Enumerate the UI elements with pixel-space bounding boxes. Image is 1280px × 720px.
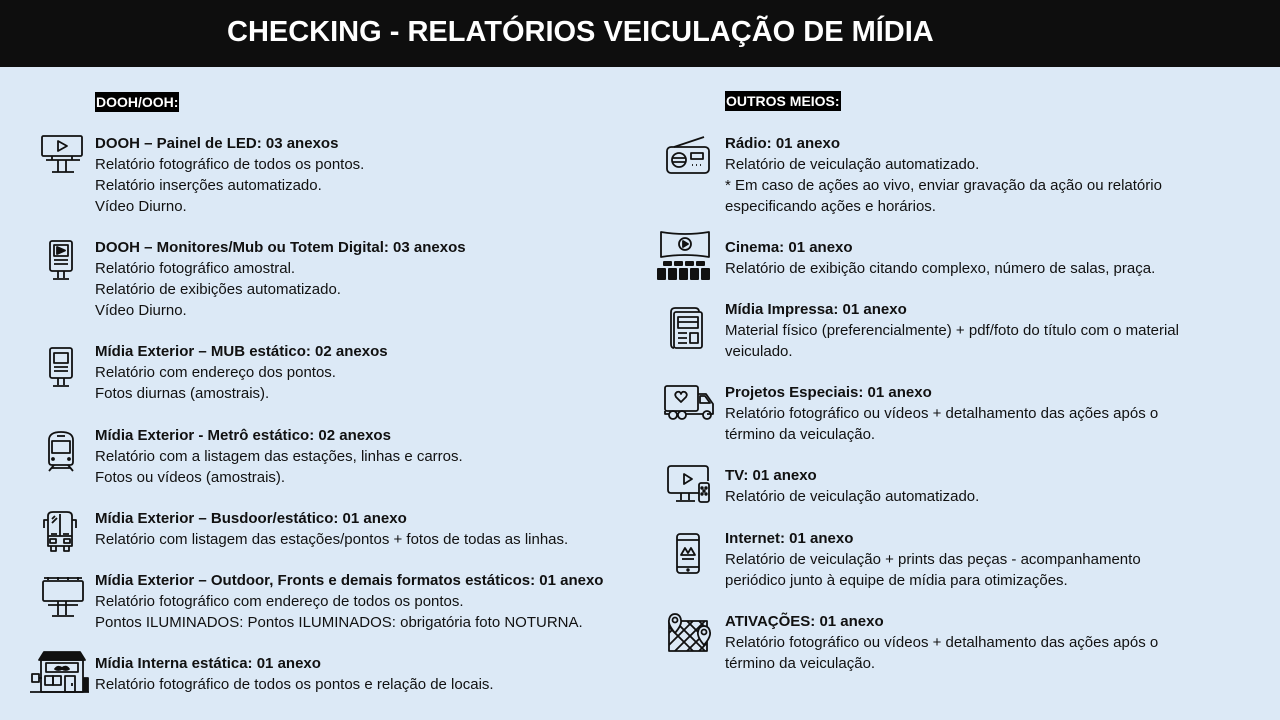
entry-line: Relatório de veiculação automatizado. [725, 488, 980, 505]
entry-line: término da veiculação. [725, 655, 876, 672]
billboard-icon [38, 575, 88, 621]
entry-line: Relatório de veiculação automatizado. [725, 156, 980, 173]
entry-line: Relatório fotográfico de todos os pontos e relação de locais. [95, 676, 494, 693]
entry-ativacoes [725, 611, 1158, 674]
bus-icon [41, 510, 79, 554]
entry-title: Mídia Impressa: 01 anexo [725, 301, 907, 318]
tv-icon [665, 464, 713, 506]
entry-dooh-led-panel [95, 133, 364, 217]
entry-busdoor [95, 508, 568, 550]
entry-title: Projetos Especiais: 01 anexo [725, 384, 932, 401]
entry-line: veiculado. [725, 343, 793, 360]
smartphone-icon [674, 532, 702, 576]
map-pins-icon [665, 613, 713, 655]
entry-line: Fotos ou vídeos (amostrais). [95, 469, 286, 486]
entry-title: DOOH – Painel de LED: 03 anexos [95, 135, 339, 152]
entry-line: Relatório inserções automatizado. [95, 177, 322, 194]
entry-title: ATIVAÇÕES: 01 anexo [725, 613, 884, 630]
entry-title: Mídia Exterior – MUB estático: 02 anexos [95, 343, 388, 360]
section-label-outros-meios: OUTROS MEIOS: [726, 93, 840, 109]
entry-line: término da veiculação. [725, 426, 876, 443]
entry-title: TV: 01 anexo [725, 467, 817, 484]
entry-midia-impressa [725, 299, 1179, 362]
entry-outdoor-fronts [95, 570, 603, 633]
entry-line: * Em caso de ações ao vivo, enviar gravação da ação ou relatório [725, 177, 1162, 194]
entry-metro-estatico [95, 425, 463, 488]
entry-midia-interna [95, 653, 494, 695]
entry-line: Relatório fotográfico de todos os pontos. [95, 156, 365, 173]
entry-title: Cinema: 01 anexo [725, 239, 853, 256]
digital-totem-icon [45, 239, 77, 283]
entry-radio [725, 133, 1162, 217]
entry-line: Vídeo Diurno. [95, 302, 187, 319]
entry-line: Pontos ILUMINADOS: Pontos ILUMINADOS: obrigatória foto NOTURNA. [95, 614, 583, 631]
newspaper-icon [667, 306, 707, 350]
entry-tv [725, 465, 979, 507]
entry-line: Relatório com endereço dos pontos. [95, 364, 336, 381]
entry-title: DOOH – Monitores/Mub ou Totem Digital: 03 anexos [95, 239, 466, 256]
entry-line: periódico junto à equipe de mídia para otimizações. [725, 572, 1068, 589]
entry-title: Mídia Interna estática: 01 anexo [95, 655, 321, 672]
entry-line: Vídeo Diurno. [95, 198, 187, 215]
entry-title: Mídia Exterior – Outdoor, Fronts e demais formatos estáticos: 01 anexo [95, 572, 604, 589]
section-label-dooh-ooh: DOOH/OOH: [96, 94, 179, 110]
entry-line: Relatório de exibição citando complexo, número de salas, praça. [725, 260, 1156, 277]
entry-line: Relatório fotográfico ou vídeos + detalhamento das ações após o [725, 405, 1159, 422]
storefront-icon [29, 650, 93, 696]
truck-icon [662, 383, 718, 423]
entry-title: Internet: 01 anexo [725, 530, 854, 547]
mub-static-icon [45, 346, 77, 390]
entry-title: Mídia Exterior - Metrô estático: 02 anexos [95, 427, 391, 444]
entry-internet [725, 528, 1141, 591]
entry-dooh-monitores-totem [95, 237, 466, 321]
page-title: CHECKING - RELATÓRIOS VEICULAÇÃO DE MÍDIA [227, 16, 934, 48]
led-panel-icon [38, 133, 88, 177]
entry-mub-estatico [95, 341, 388, 404]
entry-cinema [725, 237, 1155, 279]
entry-line: Relatório com listagem das estações/pontos + fotos de todas as linhas. [95, 531, 569, 548]
entry-line: Relatório fotográfico com endereço de todos os pontos. [95, 593, 464, 610]
entry-line: Relatório de exibições automatizado. [95, 281, 341, 298]
entry-line: Relatório com a listagem das estações, linhas e carros. [95, 448, 463, 465]
metro-train-icon [43, 430, 79, 474]
entry-line: Material físico (preferencialmente) + pdf/foto do título com o material [725, 322, 1179, 339]
entry-line: Relatório de veiculação + prints das peças - acompanhamento [725, 551, 1141, 568]
entry-title: Mídia Exterior – Busdoor/estático: 01 anexo [95, 510, 407, 527]
header-bar [0, 0, 1280, 67]
entry-line: Relatório fotográfico ou vídeos + detalhamento das ações após o [725, 634, 1159, 651]
entry-line: Fotos diurnas (amostrais). [95, 385, 270, 402]
entry-line: especificando ações e horários. [725, 198, 936, 215]
entry-projetos-especiais [725, 382, 1158, 445]
radio-icon [664, 134, 712, 176]
entry-title: Rádio: 01 anexo [725, 135, 841, 152]
entry-line: Relatório fotográfico amostral. [95, 260, 296, 277]
cinema-icon [655, 229, 715, 281]
